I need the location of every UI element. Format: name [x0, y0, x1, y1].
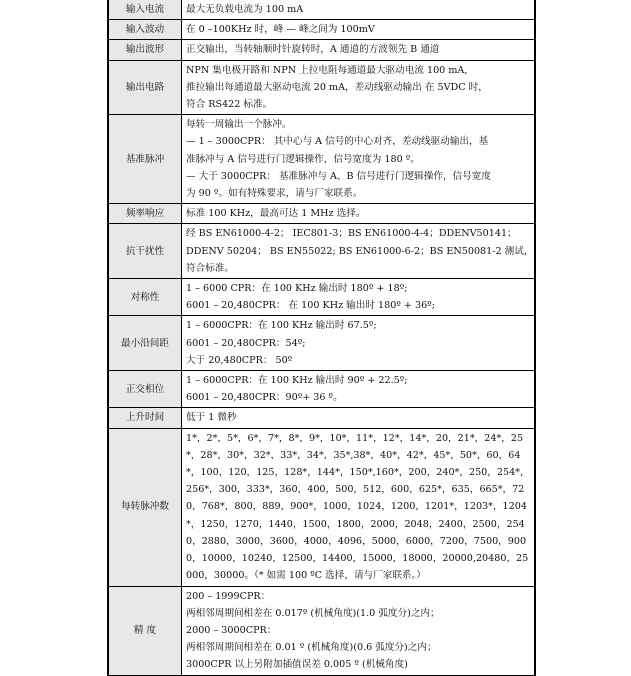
spec-key-cell: 抗干扰性 — [109, 224, 182, 279]
spec-table — [108, 0, 535, 676]
spec-value-line: 大于 20,480CPR： 50º — [186, 354, 293, 366]
spec-value-line: 经 BS EN61000-4-2； IEC801-3；BS EN61000-4-4；DDENV50141； — [186, 228, 517, 240]
spec-key-cell: 上升时间 — [109, 408, 182, 428]
spec-key-cell: 频率响应 — [109, 204, 182, 224]
spec-key-cell: 正交相位 — [109, 371, 182, 408]
spec-value-cell — [182, 316, 535, 371]
spec-value-line: 在 0 –100KHz 时，峰 — 峰之间为 100mV — [186, 24, 375, 36]
spec-value-cell — [182, 40, 535, 60]
spec-value-line: 1 – 6000 CPR：在 100 KHz 输出时 180º + 18º; — [186, 283, 408, 295]
spec-value-cell — [182, 0, 535, 20]
spec-row — [109, 115, 535, 204]
spec-value-line: DDENV 50204； BS EN55022; BS EN61000-6-2；BS EN50081-2 测试， — [186, 245, 534, 257]
spec-value-line: 6001 – 20,480CPR： 在 100 KHz 输出时 180º + 36º; — [186, 300, 435, 312]
spec-value-line: 两相邻周期间相差在 0.017º (机械角度)(1.0 弧度分)之内； — [186, 607, 440, 619]
spec-value-line: 低于 1 微秒 — [186, 412, 237, 424]
spec-key-cell: 最小沿间距 — [109, 316, 182, 371]
spec-row — [109, 316, 535, 371]
spec-value-line: 1 – 6000CPR：在 100 KHz 输出时 90º + 22.5º; — [186, 375, 408, 387]
spec-key-cell: 输入电流 — [109, 0, 182, 20]
spec-row — [109, 0, 535, 20]
spec-row — [109, 279, 535, 316]
spec-row — [109, 20, 535, 40]
spec-value-line: 2000 – 3000CPR： — [186, 624, 277, 636]
spec-value-line: — 1 – 3000CPR： 其中心与 A 信号的中心对齐，差动线驱动输出，基 — [186, 136, 489, 148]
spec-value-line: 1*，2*，5*，6*，7*，8*，9*，10*，11*，12*，14*，20，21*，24*，25*，28*，30*，32*，33*，34*，35*,38*，40*，42*，45*，50*，60，64*，100，120，125，128*，144*，150*,160*，200，240*，250，254*，256*，300，333*，360，400，500，512，600，625*，635，665*，720，768*，800，889，900*，1000，1024，1200，1201*，1203*，1204*，1250，1270，1440，1500，1800，2000，2048，2400，2500，2540，2880，3000，3600，4000，4096，5000，6000，7200，7500，9000，10000，10240，12500，14400，15000，18000，20000,20480，25000，30000。（* 如需 100 ºC 选择，请与厂家联系。） — [186, 432, 530, 582]
spec-key-cell: 输出波形 — [109, 40, 182, 60]
spec-value-cell — [182, 371, 535, 408]
spec-value-line: 每转一周输出一个脉冲。 — [186, 119, 292, 131]
spec-value-line: 为 90 º。如有特殊要求，请与厂家联系。 — [186, 188, 363, 200]
spec-value-cell — [182, 204, 535, 224]
spec-value-cell — [182, 279, 535, 316]
spec-row — [109, 428, 535, 586]
spec-value-cell — [182, 408, 535, 428]
spec-value-line: 6001 – 20,480CPR：54º; — [186, 337, 306, 349]
spec-key-cell: 对称性 — [109, 279, 182, 316]
spec-row — [109, 371, 535, 408]
spec-row — [109, 408, 535, 428]
spec-value-cell — [182, 428, 535, 586]
spec-value-cell — [182, 224, 535, 279]
spec-row — [109, 224, 535, 279]
spec-value-line: 准脉冲与 A 信号进行门逻辑操作，信号宽度为 180 º。 — [186, 153, 420, 165]
spec-value-cell — [182, 20, 535, 40]
spec-value-cell — [182, 115, 535, 204]
spec-key-cell: 基准脉冲 — [109, 115, 182, 204]
spec-table-body — [109, 0, 535, 675]
spec-value-line: 1 – 6000CPR：在 100 KHz 输出时 67.5º; — [186, 320, 377, 332]
spec-value-line: — 大于 3000CPR： 基准脉冲与 A、B 信号进行门逻辑操作，信号宽度 — [186, 170, 491, 182]
spec-value-line: 最大无负载电流为 100 mA — [186, 4, 304, 15]
spec-value-cell — [182, 60, 535, 115]
spec-value-line: 两相邻周期间相差在 0.01 º (机械角度)(0.6 弧度分)之内； — [186, 642, 437, 654]
spec-value-cell — [182, 586, 535, 675]
spec-value-line: NPN 集电极开路和 NPN 上拉电阻每通道最大驱动电流 100 mA, — [186, 64, 468, 76]
spec-value-line: 标准 100 KHz，最高可达 1 MHz 选择。 — [186, 208, 366, 220]
spec-value-line: 符合 RS422 标准。 — [186, 99, 273, 111]
spec-value-line: 推拉输出每通道最大驱动电流 20 mA，差动线驱动输出 在 5VDC 时， — [186, 81, 488, 93]
spec-value-line: 符合标准。 — [186, 262, 234, 274]
spec-key-cell: 每转脉冲数 — [109, 428, 182, 586]
spec-value-line: 200 – 1999CPR： — [186, 590, 271, 602]
spec-key-cell: 输入波动 — [109, 20, 182, 40]
spec-row — [109, 40, 535, 60]
spec-key-cell: 输出电路 — [109, 60, 182, 115]
spec-sheet — [107, 0, 536, 676]
spec-value-line: 正交输出，当转轴顺时针旋转时，A 通道的方波领先 B 通道 — [186, 44, 440, 56]
spec-row — [109, 586, 535, 675]
spec-key-cell: 精 度 — [109, 586, 182, 675]
spec-row — [109, 60, 535, 115]
spec-value-line: 3000CPR 以上另附加插值误差 0.005 º (机械角度) — [186, 659, 408, 671]
spec-value-line: 6001 – 20,480CPR：90º+ 36 º。 — [186, 392, 343, 404]
spec-row — [109, 204, 535, 224]
